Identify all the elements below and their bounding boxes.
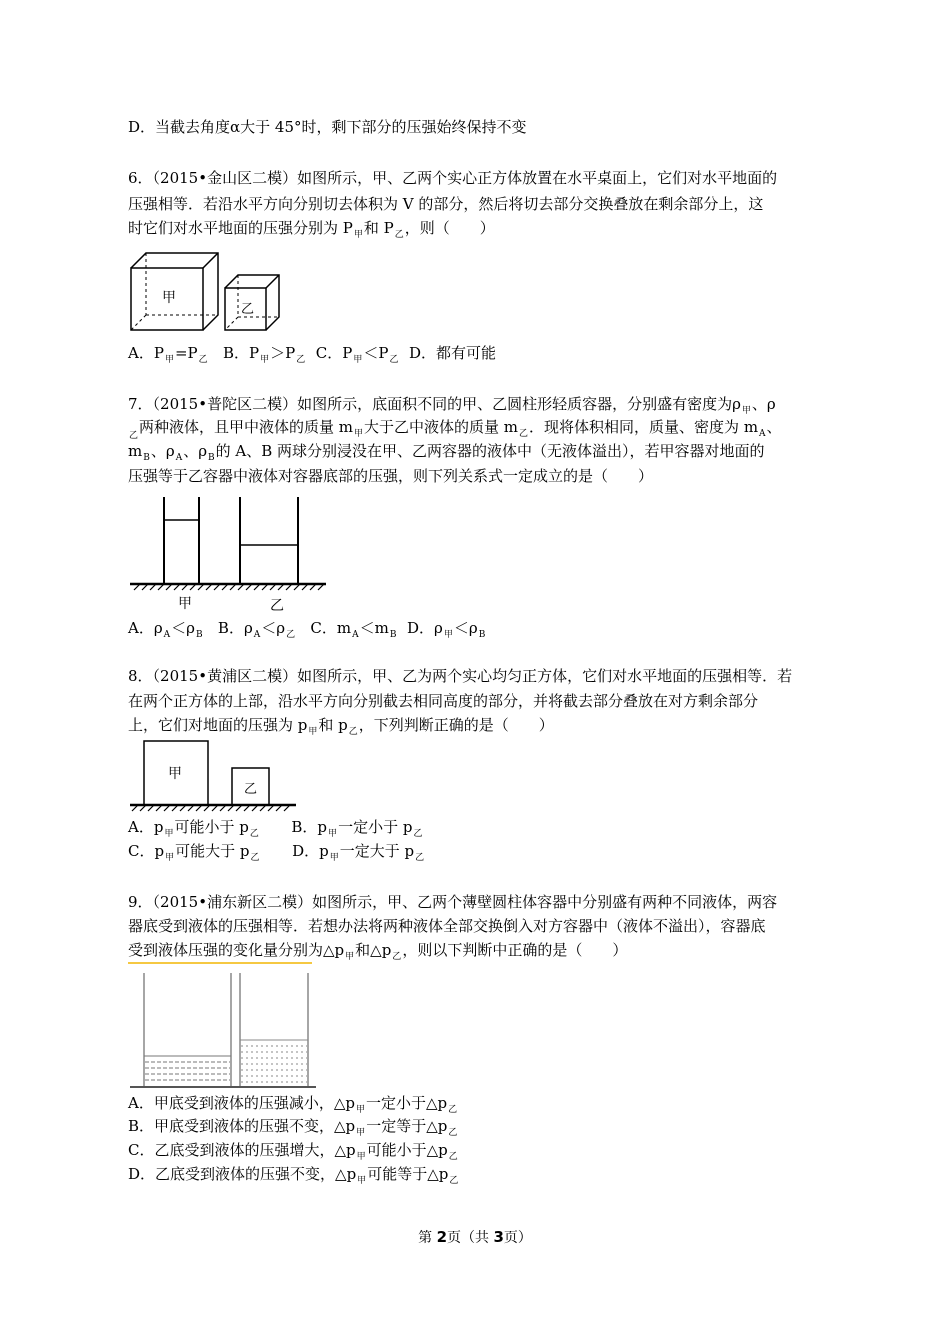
- q6-option-d: D．都有可能: [409, 344, 497, 362]
- q6-fig-label-jia: 甲: [162, 290, 176, 306]
- q6-stem-line3: 时它们对水平地面的压强分别为 $P_甲$和 $P_乙$，则（ ）: [128, 219, 495, 240]
- q7-stem-line1: 7．（2015•普陀区二模）如图所示，底面积不同的甲、乙圆柱形轻质容器，分别盛有密度为$\rho_甲$、ρ: [128, 395, 776, 416]
- q7-stem-line4: 压强等于乙容器中液体对容器底部的压强，则下列关系式一定成立的是（ ）: [128, 467, 654, 485]
- q7-options: [128, 617, 486, 642]
- q9-figure-containers: [128, 968, 318, 1092]
- page-total: 3: [493, 1228, 504, 1246]
- q7-option-b: B．$\rho_A<\rho_乙$: [217, 619, 296, 640]
- q6-option-b: B．$P_甲>P_乙$: [222, 344, 306, 365]
- q8-fig-label-yi: 乙: [244, 782, 258, 797]
- page-number: 2: [436, 1228, 447, 1246]
- q9-option-d: D．乙底受到液体的压强不变，$\triangle p_甲$可能等于$\triangle p_乙$: [128, 1165, 459, 1186]
- q7-option-a: A．$\rho_A<\rho_B$: [128, 619, 203, 640]
- q9-stem-line3: 受到液体压强的变化量分别为$\triangle p_甲$和$\triangle p_乙$，则以下判断中正确的是（ ）: [128, 941, 628, 962]
- q9-option-a: A．甲底受到液体的压强减小，$\triangle p_甲$一定小于$\triangle p_乙$: [128, 1094, 458, 1115]
- q8-option-a: A．$p_甲$可能小于 $p_乙$: [128, 818, 259, 839]
- page-footer: 第 2页（共 3页）: [418, 1228, 532, 1246]
- q8-stem-line3: 上，它们对地面的压强为 $p_甲$和 $p_乙$，下列判断正确的是（ ）: [128, 716, 554, 737]
- q9-liquid-jia: [144, 1056, 231, 1080]
- q9-option-c: C．乙底受到液体的压强增大，$\triangle p_甲$可能小于$\triangle p_乙$: [128, 1141, 458, 1162]
- q6-options: [128, 342, 496, 367]
- q8-option-d: D．$p_甲$一定大于 $p_乙$: [292, 842, 425, 863]
- q6-stem-line1: 6．（2015•金山区二模）如图所示，甲、乙两个实心正方体放置在水平桌面上，它们对水平地面的: [128, 169, 778, 187]
- q6-option-c: C．$P_甲<P_乙$: [315, 344, 399, 365]
- q7-figure-containers: [128, 492, 328, 616]
- q6-option-a: A．$P_甲=P_乙$: [128, 344, 208, 365]
- q9-stem-line2: 器底受到液体的压强相等．若想办法将两种液体全部交换倒入对方容器中（液体不溢出），容器底: [128, 917, 766, 935]
- q6-fig-label-yi: 乙: [241, 302, 255, 317]
- q8-stem-line1: 8．（2015•黄浦区二模）如图所示，甲、乙为两个实心均匀正方体，它们对水平地面的压强相等．若: [128, 667, 793, 685]
- q8-stem-line2: 在两个正方体的上部，沿水平方向分别截去相同高度的部分，并将截去部分叠放在对方剩余部分: [128, 692, 759, 710]
- q7-stem-line2: $_乙$两种液体，且甲中液体的质量 $m_甲$大于乙中液体的质量 $m_乙$．现将体积相同，质量、密度为 $m_A$、: [129, 418, 782, 441]
- q9-highlight-underline: [128, 962, 312, 964]
- q8-fig-label-jia: 甲: [168, 766, 182, 782]
- q6-figure-cubes: [128, 248, 288, 334]
- q8-figure-cubes: [128, 738, 298, 814]
- q7-option-c: C．$m_A<m_B$: [310, 619, 397, 640]
- q9-liquid-yi: [240, 1040, 308, 1082]
- q5-option-d: D．当截去角度α大于 45°时，剩下部分的压强始终保持不变: [128, 118, 527, 136]
- q8-option-c: C．$p_甲$可能大于 $p_乙$: [128, 842, 260, 863]
- q8-options-row2: [128, 840, 425, 865]
- q7-fig-label-jia: 甲: [178, 596, 192, 612]
- q6-stem-line2: 压强相等．若沿水平方向分别切去体积为 V 的部分，然后将切去部分交换叠放在剩余部分上，这: [128, 195, 764, 213]
- q8-option-b: B．$p_甲$一定小于 $p_乙$: [291, 818, 423, 839]
- q7-fig-label-yi: 乙: [270, 598, 284, 614]
- q9-stem-line1: 9．（2015•浦东新区二模）如图所示，甲、乙两个薄壁圆柱体容器中分别盛有两种不同液体，两容: [128, 893, 778, 911]
- q7-option-d: D．$\rho_甲<\rho_B$: [407, 619, 486, 640]
- q9-option-b: B．甲底受到液体的压强不变，$\triangle p_甲$一定等于$\triangle p_乙$: [128, 1117, 458, 1138]
- q8-options-row1: [128, 816, 423, 841]
- q7-stem-line3: $m_B$、$\rho_A$、$\rho_B$的 A、B 两球分别浸没在甲、乙两容器的液体中（无液体溢出），若甲容器对地面的: [128, 442, 765, 463]
